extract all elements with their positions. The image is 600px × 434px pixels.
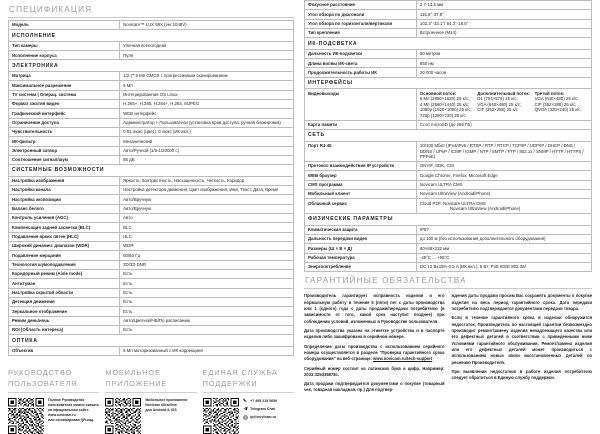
- spec-key: TV система | Операц. система: [9, 90, 120, 99]
- spec-key: Настройка скрытой области: [9, 288, 120, 297]
- spec-row: [305, 171, 592, 180]
- stream-line: 1080p (1920×1080) 25 к/с;: [419, 107, 472, 113]
- spec-value: Есть: [120, 307, 294, 316]
- user-manual-block: [8, 368, 99, 434]
- spec-value: 5 Мп: [120, 81, 294, 90]
- spec-row: [9, 21, 294, 30]
- mobile-app-text: [145, 398, 187, 413]
- spec-row: [9, 41, 294, 50]
- warranty-paragraph: Производитель гарантирует исправность изделия и его нормальную работу в течение 5 (пяти) лет с даты производства или 1 (одного) года с даты продажи/передачи потребителю (в зависимости от того, какой срок наступит позднее) при соблюдении условий, изложенных в Руководстве пользователя.: [304, 293, 445, 324]
- spec-row: [9, 99, 294, 108]
- user-manual-title-line2: ПОЛЬЗОВАТЕЛЯ: [8, 378, 78, 388]
- spec-value: WDR: [120, 242, 294, 251]
- spec-value: 50/60 Гц: [120, 251, 294, 260]
- support-qr-code[interactable]: [203, 398, 239, 434]
- spec-value: 80×68×232 мм: [416, 244, 591, 253]
- spec-row: [305, 190, 592, 199]
- spec-value: 50 метров: [416, 49, 591, 58]
- spec-row: [9, 176, 294, 185]
- support-email-text: tp@novicam.ru: [250, 415, 277, 420]
- spec-value: Google Chrome, Firefox, Microsoft Edge: [416, 171, 591, 180]
- specification-heading: СПЕЦИФИКАЦИЯ: [9, 5, 93, 14]
- spec-key: Исполнение корпуса: [9, 51, 120, 60]
- spec-row: [9, 242, 294, 251]
- stream-column: [477, 91, 530, 119]
- spec-value: Авто: [120, 214, 294, 223]
- spec-key: Модель: [9, 21, 120, 30]
- stream-title: Дополнительный поток:: [477, 90, 530, 96]
- spec-key: Зеркальное отображение: [9, 307, 120, 316]
- spec-key: Угол обзора по горизонтали/вертикали: [305, 19, 417, 28]
- warranty-support-link[interactable]: www.novicam.ru/tech-support: [373, 356, 433, 362]
- spec-group-row: [9, 30, 294, 42]
- spec-row: [305, 244, 592, 253]
- user-manual-desc2: или отсканировав QR-код.: [48, 418, 94, 423]
- spec-group-label: ИНТЕРФЕЙСЫ: [305, 77, 592, 89]
- spec-row: [9, 288, 294, 297]
- user-manual-qr-code[interactable]: [8, 398, 44, 434]
- spec-row: [305, 235, 592, 244]
- spec-row: [9, 109, 294, 118]
- spec-key: Широкий динамич. диапазон (WDR): [9, 242, 120, 251]
- spec-key: Облачный сервис: [305, 199, 417, 214]
- spec-value: до 100 м (без использования дополнительного оборудования): [416, 235, 591, 244]
- spec-key: Соотношение сигнал/шум: [9, 155, 120, 164]
- spec-group-row: [305, 214, 592, 226]
- support-telegram-text: Telegram Chat: [250, 406, 275, 411]
- stream-line: 4 Мп (2560×1440) 25 к/с;: [419, 101, 470, 107]
- support-email-row[interactable]: [243, 415, 278, 420]
- spec-row: [9, 204, 294, 213]
- warranty-paragraph: Дата продажи подтверждается документами о покупке (товарный чек, товарная накладная, пр.) Для подтвер-: [304, 381, 445, 393]
- spec-value: Уличная всепогодная: [120, 41, 294, 50]
- spec-row: [9, 251, 294, 260]
- spec-row: [305, 180, 592, 189]
- spec-value: Есть: [120, 298, 294, 307]
- spec-row: [305, 1, 592, 10]
- spec-row: [9, 326, 294, 335]
- spec-group-label: ОПТИКА: [9, 335, 294, 347]
- mobile-app-block: [105, 368, 196, 434]
- spec-value: [416, 89, 591, 121]
- spec-key: Формат сжатия видео: [9, 99, 120, 108]
- spec-value: 1/2.7" 5 Мп CMOS с прогрессивным сканированием: [120, 71, 294, 80]
- spec-value: DC 12 В±15% 0.5 A (ИК вкл.), 6 Вт; PoE IEEE 802.3af: [416, 263, 591, 272]
- spec-key: Антитуман: [9, 279, 120, 288]
- spec-key: Ограничение доступа: [9, 118, 120, 127]
- specification-table-right: [304, 0, 592, 272]
- spec-value: IP67: [416, 225, 591, 234]
- spec-row: [9, 127, 294, 136]
- user-manual-rule: [8, 392, 99, 393]
- spec-row: [9, 51, 294, 60]
- spec-value: Авто/Вручную: [120, 204, 294, 213]
- mobile-app-title-line2: ПРИЛОЖЕНИЕ: [105, 378, 168, 388]
- spec-key: WEB браузер: [305, 171, 417, 180]
- spec-value: Есть: [120, 270, 294, 279]
- support-title-line2: ПОДДЕРЖКИ: [202, 378, 258, 388]
- warranty-paragraph: ждения даты продажи просим Вас сохранять документы о покупке изделия на весь период гарантийного срока. Дата передачи потребителю подтверждается документами передачи товара.: [451, 293, 592, 312]
- specification-rule: [8, 17, 294, 18]
- support-telegram-row[interactable]: [243, 406, 278, 411]
- spec-value-line2: Novicam UltraView (Android/iPhone): [449, 206, 521, 212]
- spec-key: Энергопотребление: [305, 263, 417, 272]
- support-title-line1: ЕДИНАЯ СЛУЖБА: [202, 368, 278, 378]
- spec-value: 102.3°-33.1°/ 54.3°-18.5°: [416, 19, 591, 28]
- spec-value: BLC: [120, 223, 294, 232]
- spec-row: [9, 316, 294, 325]
- spec-value: Novicam ULTRA CMS: [416, 180, 591, 189]
- spec-group-label: ИК-ПОДСВЕТКА: [305, 38, 592, 50]
- warranty-heading: ГАРАНТИЙНЫЕ ОБЯЗАТЕЛЬСТВА: [305, 276, 467, 286]
- spec-row: [305, 10, 592, 19]
- spec-group-row: [305, 130, 592, 142]
- spec-row: [305, 68, 592, 77]
- mobile-app-qr-code[interactable]: [105, 398, 141, 434]
- phone-icon: [243, 398, 248, 403]
- spec-value: Пуля: [120, 51, 294, 60]
- warranty-paragraph: Если в течение гарантийного срока в изделии обнаружится недостаток, Производитель по настоящей гарантии безвозмездно производит ремонт/замену изделия ненадлежащего качества или его дефектных деталей в соответствии с приведенными ниже Условиями гарантийного обслуживания. Ремонт/замена изделия или его дефектных деталей может производиться с использованием новых и/или восстановленных деталей по решению Производителя.: [451, 315, 592, 365]
- stream-line: D1 (704×576) 25 к/с;: [477, 96, 518, 102]
- spec-value: 2D/3D DNR: [120, 260, 294, 269]
- stream-line: CIF (352×288) 25 к/с: [477, 107, 518, 113]
- spec-key: Размеры (Ш × В × Д): [305, 244, 417, 253]
- stream-column: [420, 91, 473, 119]
- spec-row: [305, 49, 592, 58]
- spec-value: -45°C ... +55°C: [416, 253, 591, 262]
- support-rule: [203, 392, 294, 393]
- stream-line: VGA (640×480) 25 к/с;: [477, 101, 522, 107]
- spec-value: Встроенное (M14): [416, 28, 591, 37]
- spec-row: [9, 346, 294, 355]
- user-manual-desc: Полное Руководство пользователя можно скачать на официальном сайте: [48, 398, 100, 413]
- spec-key: Тип крепления: [305, 28, 417, 37]
- spec-key: Настройка канала: [9, 186, 120, 195]
- stream-line: 720p (1280×720) 25 к/с: [419, 112, 466, 118]
- spec-row: [9, 137, 294, 146]
- spec-row: [9, 260, 294, 269]
- service-blocks: [8, 368, 294, 434]
- spec-key: Протокол взаимодействия IP устройств: [305, 162, 417, 171]
- spec-row: [305, 19, 592, 28]
- spec-value: Администратор + Пользователи (установка прав доступа, ручная блокировка): [120, 118, 294, 127]
- spec-row: [305, 253, 592, 262]
- spec-key: Тип камеры: [9, 41, 120, 50]
- spec-row: [305, 120, 592, 129]
- spec-row: [305, 89, 592, 121]
- spec-row: [9, 279, 294, 288]
- spec-value: Настройка детектора движения, Цвет изображения, Имя, Текст, Дата, Время: [120, 186, 294, 195]
- spec-key: Коридорный режим (Aisle mode): [9, 270, 120, 279]
- mobile-app-title-line1: МОБИЛЬНОЕ: [105, 368, 161, 378]
- spec-value: Novicam UltraView (Android/iPhone): [416, 190, 591, 199]
- spec-value: Механический: [120, 137, 294, 146]
- spec-row: [9, 232, 294, 241]
- spec-value: 20 000 часов: [416, 68, 591, 77]
- spec-row: [9, 155, 294, 164]
- mobile-app-desc: Мобильное приложение: [145, 398, 188, 403]
- warranty-paragraph: Дата производства указана на этикетке устройства и в паспорте изделия либо зашифрована в серийном номере.: [304, 327, 445, 340]
- spec-row: [305, 59, 592, 68]
- warranty-body: [304, 293, 592, 396]
- warranty-paragraph: При выявлении недостатков в работе изделия потребителю следует обратиться в Единую службу поддержки.: [451, 368, 592, 381]
- spec-key: Рабочая температура: [305, 253, 417, 262]
- stream-line: QVGA (320×240) 25 к/с: [534, 107, 581, 113]
- stream-line: VGA (640×480) 25 к/с;: [534, 96, 579, 102]
- mobile-app-desc2: для Android & iOS: [145, 408, 177, 413]
- spec-key: Мобильный клиент: [305, 190, 417, 199]
- spec-group-row: [9, 60, 294, 72]
- spec-group-row: [305, 77, 592, 89]
- user-manual-link[interactable]: www.novicam.ru: [48, 413, 76, 418]
- spec-group-row: [9, 335, 294, 347]
- spec-key: CMS программа: [305, 180, 417, 189]
- spec-key: Угол обзора по диагонали: [305, 10, 417, 19]
- spec-value: Есть: [120, 279, 294, 288]
- spec-value: 55 дБ: [120, 155, 294, 164]
- spec-key: Электронный затвор: [9, 146, 120, 155]
- spec-value: 850 нм: [416, 59, 591, 68]
- spec-key: Компенсация задней засветки (BLC): [9, 223, 120, 232]
- spec-row: [9, 195, 294, 204]
- spec-row: [305, 225, 592, 234]
- spec-key: ИК-фильтр: [9, 137, 120, 146]
- spec-row: [9, 298, 294, 307]
- spec-row: [9, 307, 294, 316]
- spec-group-label: ФИЗИЧЕСКИЕ ПАРАМЕТРЫ: [305, 214, 592, 226]
- spec-value: 10/100 Мбит (IPv4/IPv6 / RTSP / RTP / RTCP / TCP/IP / UDP/IP / DHCP / DNS / DDNS / UPnP / ICMP / IGMP / NTP / SMTP / FTP / 802.1x / SNMP / HTTP / HTTPS / PPPoE): [416, 141, 591, 161]
- stream-column: [535, 91, 588, 119]
- spec-key: Контроль усиления (AGC): [9, 214, 120, 223]
- support-block: [203, 368, 294, 434]
- warranty-paragraph: Определение даты производства с использованием серийного номера осуществляется в разделе "Проверка гарантийного срока оборудования" на веб-странице: www.novicam.ru/tech-support: [304, 343, 445, 362]
- spec-value: 115.8°-37.9°: [416, 10, 591, 19]
- stream-title: Основной поток:: [419, 90, 457, 96]
- spec-key: Баланс белого: [9, 204, 120, 213]
- mobile-app-rule: [105, 392, 196, 393]
- stream-line: CIF (352×288) 25 к/с;: [534, 101, 577, 107]
- support-phone-text: +7 495 215 5690: [250, 398, 278, 403]
- spec-row: [9, 71, 294, 80]
- spec-value: Есть: [120, 326, 294, 335]
- support-contacts: [243, 398, 278, 419]
- spec-key: Дальность ИК-подсветки: [305, 49, 417, 58]
- spec-value: 0.01 люкс (цвет), 0 люкс (ИК вкл.): [120, 127, 294, 136]
- email-icon: [243, 415, 248, 420]
- spec-key: Подавление мерцания: [9, 251, 120, 260]
- spec-key: Карта памяти: [305, 120, 417, 129]
- spec-row: [9, 223, 294, 232]
- spec-value: H.265+, H.265, H.264+, H.264, MJPEG: [120, 99, 294, 108]
- spec-value: WEB интерфейс: [120, 109, 294, 118]
- spec-row: [9, 90, 294, 99]
- spec-group-label: СИСТЕМНЫЕ ВОЗМОЖНОСТИ: [9, 165, 294, 177]
- spec-value: Авто/Цветной/ЧБ/По расписанию: [120, 316, 294, 325]
- spec-row: [305, 162, 592, 171]
- right-column: [300, 0, 600, 413]
- spec-value: Авто/Ручной (1/5-1/20000 с): [120, 146, 294, 155]
- spec-key: Объектив: [9, 346, 120, 355]
- spec-key: Матрица: [9, 71, 120, 80]
- spec-key: Дальность передачи видео: [305, 235, 417, 244]
- spec-row: [305, 141, 592, 161]
- spec-group-row: [9, 165, 294, 177]
- spec-group-label: ЭЛЕКТРОНИКА: [9, 60, 294, 72]
- spec-group-label: ИСПОЛНЕНИЕ: [9, 30, 294, 42]
- spec-key: Климатическая защита: [305, 225, 417, 234]
- spec-key: Режим день/ночь: [9, 316, 120, 325]
- left-column: [0, 0, 300, 423]
- warranty-col-1: [304, 293, 445, 396]
- spec-value: Novicam™ LUX 58X (ver.1049V): [120, 21, 294, 30]
- spec-row: [305, 199, 592, 214]
- spec-value: HLC: [120, 232, 294, 241]
- spec-row: [9, 214, 294, 223]
- stream-title: Третий поток:: [534, 90, 565, 96]
- spec-row: [305, 263, 592, 272]
- spec-value: 2.7-13.5 мм: [416, 1, 591, 10]
- spec-key: Фокусное расстояние: [305, 1, 417, 10]
- support-phone-row[interactable]: [243, 398, 278, 403]
- spec-row: [9, 146, 294, 155]
- spec-key: Максимальное разрешение: [9, 81, 120, 90]
- spec-value: Слот microSD (до 256 ГБ): [416, 120, 591, 129]
- warranty-rule: [304, 288, 592, 289]
- spec-value: Яркость, Контрастность, Насыщенность, Четкость, Коридор: [120, 176, 294, 185]
- spec-group-label: СЕТЬ: [305, 130, 592, 142]
- spec-key: Подавление ярких пятен (HLC): [9, 232, 120, 241]
- spec-group-row: [305, 38, 592, 50]
- telegram-icon: [243, 406, 248, 411]
- spec-key: Длина волны ИК-света: [305, 59, 417, 68]
- spec-value: Есть: [120, 288, 294, 297]
- spec-value: Cloud P2P: Novicam ULTRA CMS Novicam UltraView (Android/iPhone): [416, 199, 591, 214]
- spec-key: Графический интерфейс: [9, 109, 120, 118]
- spec-value: Интегрированная OS Linux: [120, 90, 294, 99]
- spec-key: Продолжительность работы ИК: [305, 68, 417, 77]
- spec-row: [9, 81, 294, 90]
- spec-value: ONVIF, SDK, CGI: [416, 162, 591, 171]
- spec-key: Настройка экспозиции: [9, 195, 120, 204]
- spec-key: Технология шумоподавления: [9, 260, 120, 269]
- spec-value: Авто/Вручную: [120, 195, 294, 204]
- mobile-app-link[interactable]: Novicam UltraView: [145, 403, 177, 408]
- user-manual-title-line1: РУКОВОДСТВО: [8, 368, 73, 378]
- spec-key: ROI (Область интереса): [9, 326, 120, 335]
- warranty-col-2: [452, 293, 593, 396]
- spec-key: Настройка изображения: [9, 176, 120, 185]
- spec-value: 5 Мп моторизованный с ИК-коррекцией: [120, 346, 294, 355]
- spec-key: Порт RJ-45: [305, 141, 417, 161]
- spec-key: Чувствительность: [9, 127, 120, 136]
- specification-table-left: [8, 20, 294, 356]
- spec-key: Видеовыходы: [305, 89, 417, 121]
- spec-key: Детекция движения: [9, 298, 120, 307]
- warranty-paragraph: Серийный номер состоит из латинских букв и цифр. Например: 2033:325d38878c.: [304, 365, 445, 377]
- spec-row: [9, 186, 294, 195]
- spec-row: [305, 28, 592, 37]
- stream-line: 5 Мп (2880×1620) 25 к/с;: [419, 96, 470, 102]
- spec-row: [9, 118, 294, 127]
- user-manual-text: [48, 398, 99, 423]
- spec-row: [9, 270, 294, 279]
